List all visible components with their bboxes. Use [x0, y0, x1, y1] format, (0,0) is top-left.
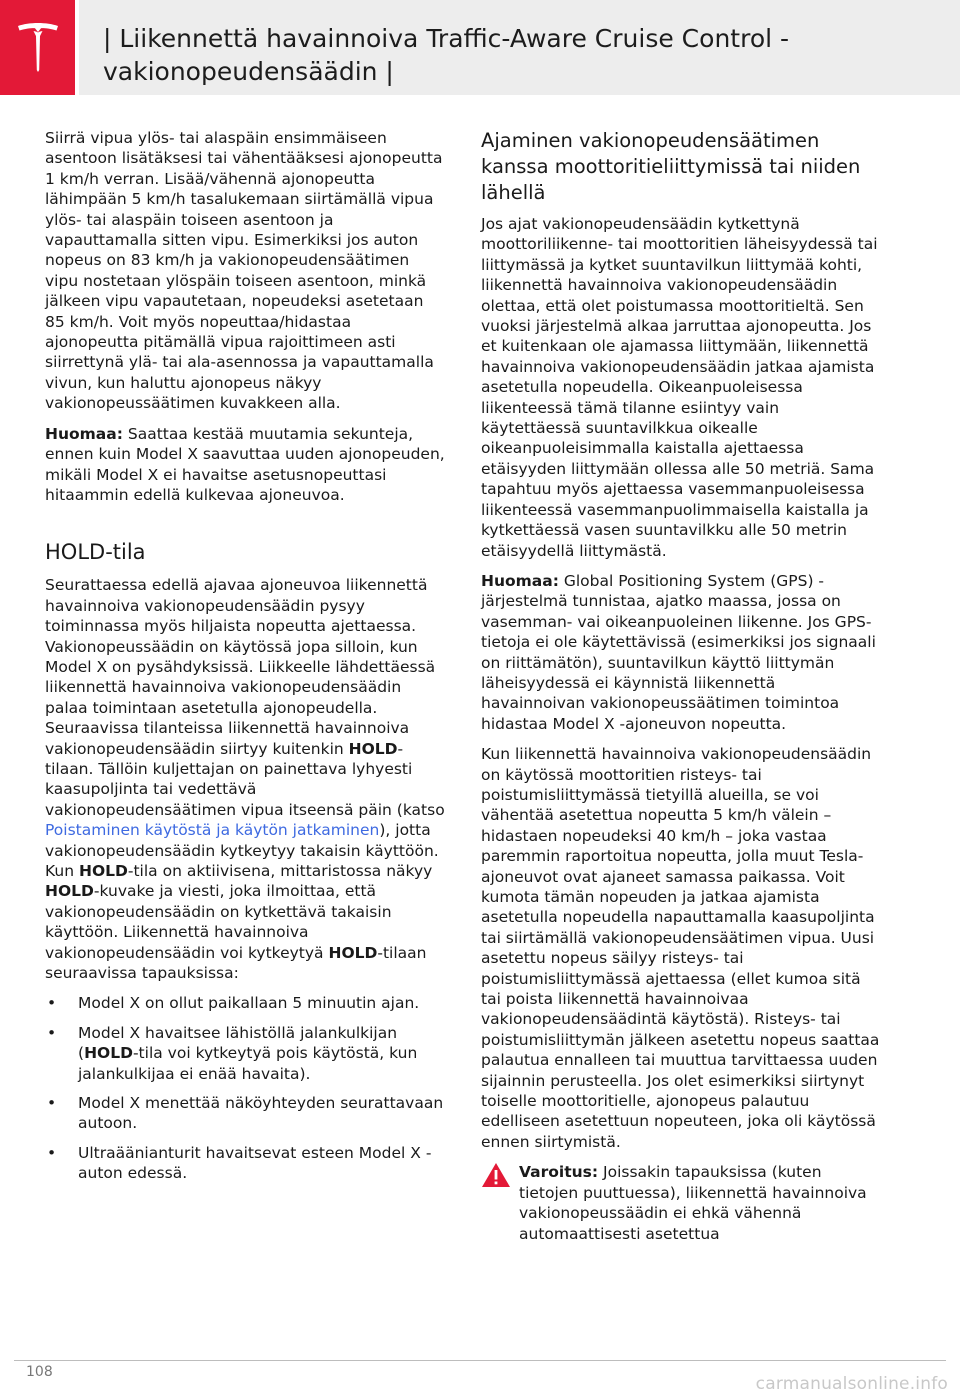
bullet-icon: • — [47, 1094, 57, 1113]
warning-text: Joissakin tapauksissa (kuten tietojen puuttuessa), liikennettä havainnoiva vakionopeussäädin ei ehkä vähennä automaattisesti asetettua — [519, 1163, 867, 1243]
hold-text-f: -tilaan seuraavissa tapauksissa: — [45, 943, 427, 983]
hold-text-a: Seurattaessa edellä ajavaa ajoneuvoa liikennettä havainnoiva vakionopeudensäädin pysyy toiminnassa myös hiljaista nopeutta ajettaessa. Vakionopeussäädin on käytössä jopa silloin, kun Model X on pysähdyksissä. Liikkeelle lähdettäessä liikennettä havainnoiva vakionopeudensäädin palaa toimintaan asetetulla ajonopeudella. Seuraavissa tilanteissa liikennettä havainnoiva vakionopeudensäädin siirtyy kuitenkin — [45, 576, 436, 758]
warning-block — [481, 1162, 881, 1244]
hold-keyword: HOLD — [84, 1044, 133, 1063]
hold-text-b: -tilaan. Tällöin kuljettajan on painettava lyhyesti kaasupoljinta tai vedettävä vakionopeudensäätimen vipua itseensä päin (katso — [45, 739, 445, 819]
page-header — [0, 0, 960, 95]
list-item — [45, 1093, 445, 1134]
disable-resume-link[interactable]: Poistaminen käytöstä ja käytön jatkaminen — [45, 821, 380, 840]
watermark: carmanualsonline.info — [755, 1374, 948, 1394]
page-number: 108 — [26, 1364, 53, 1380]
list-item-text: -tila voi kytkeytyä pois käytöstä, kun jalankulkijaa ei enää havaita). — [78, 1044, 418, 1083]
note-text: Saattaa kestää muutamia sekunteja, ennen kuin Model X saavuttaa uuden ajonopeuden, mikäli Model X ei havaitse asetusnopeuttasi hitaammin edellä kulkevaa ajoneuvoa. — [45, 424, 445, 504]
interchange-paragraph: Jos ajat vakionopeudensäädin kytkettynä moottoriliikenne- tai moottoritien läheisyydessä tai liittymässä ja kytket suuntavilkun liittymää kohti, liikennettä havainnoiva vakionopeudensäädin olettaa, että olet poistumassa moottoritieltä. Sen vuoksi järjestelmä alkaa jarruttaa ajonopeutta. Jos et kuitenkaan ole ajamassa liittymään, liikennettä havainnoiva vakionopeudensäädin jatkaa ajamista asetetulla nopeudella. Oikeanpuoleisessa liikenteessä tämä tilanne esiintyy vain käytettäessä suuntavilkkua oikealle oikeanpuoleisimmalla kaistalla ajettaessa etäisyyden liittymään ollessa alle 50 metriä. Sama tapahtuu myös ajettaessa vasemmanpuoleisessa liikenteessä vasemmanpuolimmaisella kaistalla ja kytkettäessä vasen suuntavilkku alle 50 metrin etäisyydellä liittymästä. — [481, 215, 878, 560]
hold-keyword: HOLD — [78, 862, 128, 880]
title-bar — [79, 0, 960, 95]
note-text: Global Positioning System (GPS) -järjestelmä tunnistaa, ajatko maassa, jossa on vasemman- vai oikeanpuoleinen liikenne. Jos GPS-tietoja ei ole käytettävissä (esimerkiksi jos signaali on riittämätön), suuntavilkun käyttö liittymän läheisyydessä ei käynnistä liikennettä havainnoivan vakionopeussäätimen toimintoa hidastaa Model X -ajoneuvon nopeutta. — [481, 571, 876, 733]
warning-label: Varoitus: — [519, 1163, 599, 1182]
hold-keyword: HOLD — [45, 882, 94, 901]
tesla-logo-icon — [15, 22, 61, 74]
hold-text-c: ), jotta vakionopeudensäädin kytkeytyy takaisin käyttöön. Kun — [45, 821, 439, 880]
gps-note-paragraph — [481, 571, 881, 734]
bullet-icon: • — [47, 1143, 57, 1162]
list-item — [45, 993, 445, 1013]
hold-keyword: HOLD — [348, 739, 398, 758]
warning-icon — [481, 1162, 511, 1188]
note-label: Huomaa: — [45, 424, 123, 443]
right-column — [481, 128, 881, 1244]
hold-heading: HOLD-tila — [45, 540, 146, 565]
list-item-text: Model X menettää näköyhteyden seurattavaan autoon. — [78, 1094, 444, 1133]
interchange-heading: Ajaminen vakionopeudensäätimen kanssa moottoritieliittymissä tai niiden lähellä — [481, 129, 861, 204]
list-item — [45, 1023, 445, 1084]
note-paragraph — [45, 424, 445, 506]
footer-divider — [14, 1360, 946, 1361]
hold-conditions-list — [45, 993, 445, 1183]
hold-text-e: -kuvake ja viesti, joka ilmoittaa, että vakionopeudensäädin on kytkettävä takaisin käyttöön. Liikennettä havainnoiva vakionopeudensäädin voi kytkeytyä — [45, 882, 392, 962]
list-item — [45, 1143, 445, 1184]
hold-paragraph — [45, 575, 445, 983]
hold-text-d: -tila on aktiivisena, mittaristossa näkyy — [127, 862, 433, 880]
note-label: Huomaa: — [481, 571, 559, 590]
hold-keyword: HOLD — [328, 943, 378, 962]
list-item-text: Model X on ollut paikallaan 5 minuutin ajan. — [78, 994, 420, 1013]
page-title: | Liikennettä havainnoiva Traffic-Aware Cruise Control - vakionopeudensäädin | — [103, 24, 790, 86]
bullet-icon: • — [47, 994, 57, 1013]
speed-reduction-paragraph: Kun liikennettä havainnoiva vakionopeudensäädin on käytössä moottoritien risteys- tai poistumisliittymässä tietyillä alueilla, se voi vähentää asetettua nopeutta 5 km/h välein – hidastaen nopeudeksi 40 km/h – joka vastaa paremmin raportoitua nopeutta, jolla muut Tesla-ajoneuvot ovat ajaneet samassa paikassa. Voit kumota tämän nopeuden ja jatkaa ajamista asetetulla nopeudella napauttamalla kaasupoljinta tai siirtämällä vakionopeudensäätimen vipua. Uusi asetettu nopeus säilyy risteys- tai poistumisliittymässä ajettaessa (ellet kumoa sitä tai poista liikennettä havainnoivaa vakionopeudensäädintä käytöstä). Risteys- tai poistumisliittymän jälkeen asetettu nopeus saattaa palautua ennalleen tai muuttua tarvittaessa uuden sijainnin perusteella. Jos olet esimerkiksi siirtynyt toiselle moottoritielle, ajonopeus palautuu edelliseen asetettuun nopeuteen, joka oli käytössä ennen siirtymistä. — [481, 745, 880, 1151]
speed-adjust-paragraph: Siirrä vipua ylös- tai alaspäin ensimmäiseen asentoon lisätäksesi tai vähentääksesi ajonopeutta 1 km/h verran. Lisää/vähennä ajonopeutta lähimpään 5 km/h tasalukemaan siirtämällä vipua ylös- tai alaspäin toiseen asentoon ja vapauttamalla sitten vipu. Esimerkiksi jos auton nopeus on 83 km/h ja vakionopeudensäätimen vipu nostetaan ylöspäin toiseen asentoon, minkä jälkeen vipu vapautetaan, nopeudeksi asetetaan 85 km/h. Voit myös nopeuttaa/hidastaa ajonopeutta pitämällä vipua rajoittimeen asti siirrettynä ylä- tai ala-asennossa ja vapauttamalla vivun, kun haluttu ajonopeus näkyy vakionopeussäätimen kuvakkeen alla. — [45, 129, 443, 413]
tesla-logo — [0, 0, 75, 95]
list-item-text: Ultraäänianturit havaitsevat esteen Model X -auton edessä. — [78, 1143, 432, 1183]
list-item-text: Model X havaitsee lähistöllä jalankulkijan ( — [78, 1023, 398, 1063]
bullet-icon: • — [47, 1023, 57, 1042]
left-column — [45, 128, 445, 1193]
